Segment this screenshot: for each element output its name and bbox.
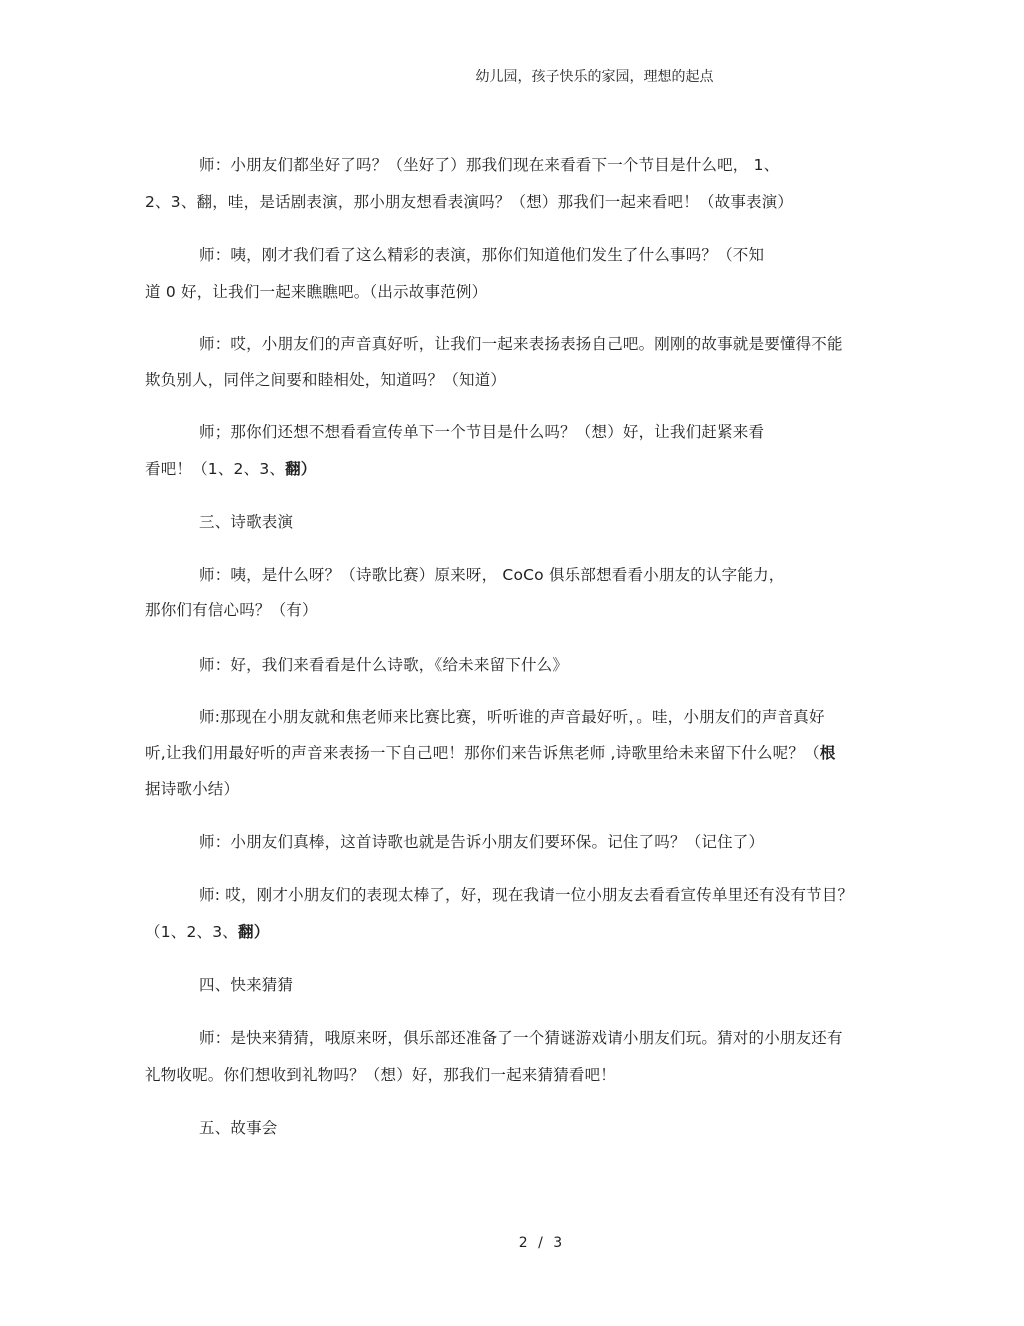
paragraph-line: 欺负别人，同伴之间要和睦相处，知道吗？（知道） xyxy=(145,371,507,389)
paragraph-line: 礼物收呢。你们想收到礼物吗？（想）好，那我们一起来猜猜看吧！ xyxy=(145,1066,617,1084)
paragraph-line-bold: 翻） xyxy=(285,460,317,478)
paragraph-line xyxy=(145,457,317,479)
paragraph-line: 那你们有信心吗？（有） xyxy=(145,601,318,619)
paragraph-line: 师：咦，是什么呀？（诗歌比赛）原来呀， CoCo 俱乐部想看看小朋友的认字能力， xyxy=(199,566,785,584)
paragraph-line-text: （1、2、3、 xyxy=(145,923,238,941)
paragraph-line: 师:那现在小朋友就和焦老师来比赛比赛，听听谁的声音最好听，。哇，小朋友们的声音真好 xyxy=(199,708,825,726)
paragraph-line: 师：是快来猜猜，哦原来呀，俱乐部还准备了一个猜谜游戏请小朋友们玩。猜对的小朋友还有 xyxy=(199,1029,843,1047)
paragraph-line: 师：哎，小朋友们的声音真好听，让我们一起来表扬表扬自己吧。刚刚的故事就是要懂得不能 xyxy=(199,335,843,353)
paragraph-line: 师：小朋友们真棒，这首诗歌也就是告诉小朋友们要环保。记住了吗？（记住了） xyxy=(199,833,765,851)
paragraph-line-text: 听,让我们用最好听的声音来表扬一下自己吧！那你们来告诉焦老师 ,诗歌里给未来留下什么呢？（ xyxy=(145,744,820,762)
paragraph-line-text: 看吧！（1、2、3、 xyxy=(145,460,286,478)
paragraph-line: 据诗歌小结） xyxy=(145,780,240,798)
paragraph-line: 师：小朋友们都坐好了吗？（坐好了）那我们现在来看看下一个节目是什么吧， 1、 xyxy=(199,156,780,174)
paragraph-line: 师：好，我们来看看是什么诗歌，《给未来留下什么》 xyxy=(199,656,569,674)
paragraph-line: 师；那你们还想不想看看宣传单下一个节目是什么吗？（想）好，让我们赶紧来看 xyxy=(199,423,765,441)
section-heading: 四、快来猜猜 xyxy=(199,976,294,994)
paragraph-line: 师: 哎，刚才小朋友们的表现太棒了，好，现在我请一位小朋友去看看宣传单里还有没有节目？ xyxy=(199,886,854,904)
paragraph-line: 道 0 好，让我们一起来瞧瞧吧。（出示故事范例） xyxy=(145,283,488,301)
section-heading: 三、诗歌表演 xyxy=(199,513,294,531)
paragraph-line xyxy=(145,920,269,942)
page-header: 幼儿园，孩子快乐的家园，理想的起点 xyxy=(475,69,714,85)
paragraph-line-bold: 根 xyxy=(819,744,836,762)
section-heading: 五、故事会 xyxy=(199,1119,278,1137)
paragraph-line-bold: 翻） xyxy=(238,923,270,941)
page-number: 2 / 3 xyxy=(518,1235,566,1251)
paragraph-line xyxy=(145,741,836,763)
paragraph-line: 师：咦，刚才我们看了这么精彩的表演，那你们知道他们发生了什么事吗？（不知 xyxy=(199,246,765,264)
paragraph-line: 2、3、翻，哇，是话剧表演，那小朋友想看表演吗？（想）那我们一起来看吧！（故事表演） xyxy=(145,193,794,211)
